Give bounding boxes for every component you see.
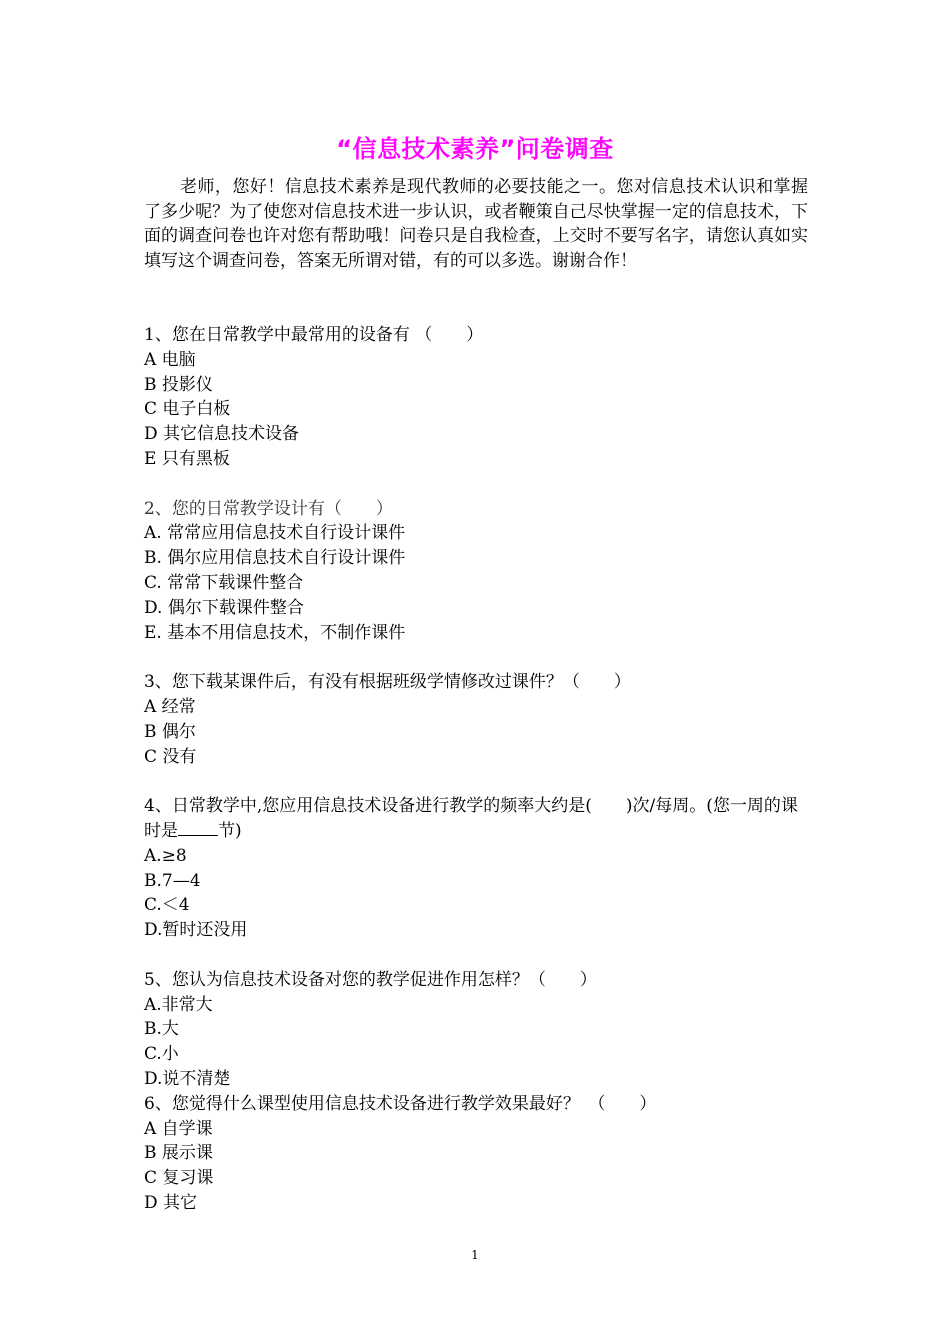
question-text: 6、您觉得什么课型使用信息技术设备进行教学效果最好？ （ ） xyxy=(144,1093,657,1114)
fill-in-blank xyxy=(178,819,218,836)
questionnaire xyxy=(144,323,808,1216)
question-block xyxy=(144,794,808,943)
spacer xyxy=(144,472,808,497)
question-text-part: 4、日常教学中,您应用信息技术设备进行教学的频率大约是( )次/每周。(您一周的课时是 xyxy=(144,796,798,841)
option: B 偶尔 xyxy=(144,721,196,742)
question-text: 5、您认为信息技术设备对您的教学促进作用怎样？（ ） xyxy=(144,969,597,990)
option: A 自学课 xyxy=(144,1118,213,1139)
intro-paragraph: 老师，您好！信息技术素养是现代教师的必要技能之一。您对信息技术认识和掌握了多少呢？为了使您对信息技术进一步认识，或者鞭策自己尽快掌握一定的信息技术，下面的调查问卷也许对您有帮助哦！问卷只是自我检查，上交时不要写名字，请您认真如实填写这个调查问卷，答案无所谓对错，有的可以多选。谢谢合作！ xyxy=(144,177,808,271)
option: A.≥8 xyxy=(144,845,187,866)
spacer xyxy=(144,645,808,670)
option: B.大 xyxy=(144,1019,179,1040)
option: D. 偶尔下载课件整合 xyxy=(144,597,304,618)
question-block xyxy=(144,497,808,646)
option: C 电子白板 xyxy=(144,399,231,420)
option: A 经常 xyxy=(144,696,196,717)
question-block xyxy=(144,670,808,769)
option: D 其它 xyxy=(144,1192,198,1213)
option: C. 常常下载课件整合 xyxy=(144,572,304,593)
option: B 展示课 xyxy=(144,1143,213,1164)
question-text: 2、您的日常教学设计有（ ） xyxy=(144,498,393,519)
question-text-part: 节) xyxy=(218,820,242,841)
question-block xyxy=(144,1092,808,1216)
spacer xyxy=(144,769,808,794)
document-title: “信息技术素养”问卷调查 xyxy=(336,135,614,163)
option: A. 常常应用信息技术自行设计课件 xyxy=(144,523,406,544)
option: D 其它信息技术设备 xyxy=(144,424,300,445)
option: D.暂时还没用 xyxy=(144,920,248,941)
option: E. 基本不用信息技术，不制作课件 xyxy=(144,622,406,643)
question-text: 3、您下载某课件后，有没有根据班级学情修改过课件？（ ） xyxy=(144,672,631,693)
question-block xyxy=(144,968,808,1092)
spacer xyxy=(144,943,808,968)
option: B.7—4 xyxy=(144,870,201,891)
question-block xyxy=(144,323,808,472)
option: D.说不清楚 xyxy=(144,1068,231,1089)
option: A.非常大 xyxy=(144,994,213,1015)
option: C.＜4 xyxy=(144,895,190,916)
question-text xyxy=(144,794,808,844)
question-text: 1、您在日常教学中最常用的设备有 （ ） xyxy=(144,325,484,345)
page-number: 1 xyxy=(471,1248,479,1262)
option: C.小 xyxy=(144,1044,179,1065)
option: B 投影仪 xyxy=(144,374,213,395)
option: E 只有黑板 xyxy=(144,448,230,469)
option: B. 偶尔应用信息技术自行设计课件 xyxy=(144,548,406,569)
option: A 电脑 xyxy=(144,349,196,370)
option: C 复习课 xyxy=(144,1168,214,1189)
option: C 没有 xyxy=(144,746,197,767)
